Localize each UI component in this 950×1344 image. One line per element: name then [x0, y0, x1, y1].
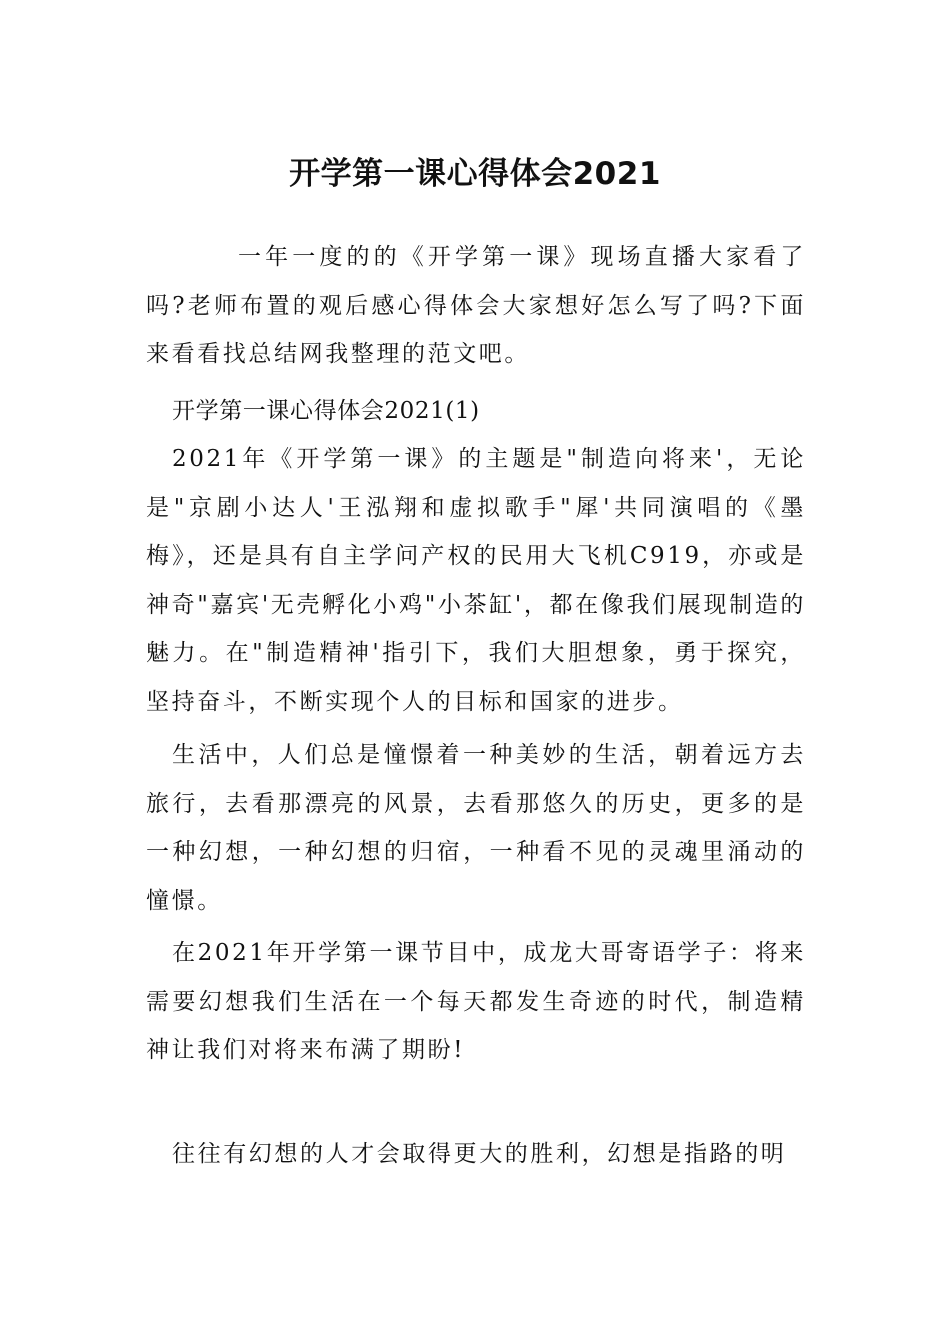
document-title: 开学第一课心得体会2021: [289, 155, 661, 192]
body-paragraph: 2021年《开学第一课》的主题是"制造向将来'，无论是"京剧小达人'王泓翔和虚拟歌手"犀'共同演唱的《墨梅》，还是具有自主学问产权的民用大飞机C919，亦或是神奇"嘉宾'无壳孵化小鸡"小茶缸'，都在像我们展现制造的魅力。在"制造精神'指引下，我们大胆想象，勇于探究，坚持奋斗，不断实现个人的目标和国家的进步。: [146, 446, 806, 715]
body-paragraph: 在2021年开学第一课节目中，成龙大哥寄语学子：将来需要幻想我们生活在一个每天都发生奇迹的时代，制造精神让我们对将来布满了期盼!: [146, 940, 806, 1063]
section-heading: 开学第一课心得体会2021(1): [172, 398, 480, 424]
intro-paragraph: 一年一度的的《开学第一课》现场直播大家看了吗?老师布置的观后感心得体会大家想好怎么写了吗?下面来看看找总结网我整理的范文吧。: [146, 244, 806, 367]
body-paragraph: 往往有幻想的人才会取得更大的胜利，幻想是指路的明: [172, 1141, 787, 1167]
body-paragraph: 生活中，人们总是憧憬着一种美妙的生活，朝着远方去旅行，去看那漂亮的风景，去看那悠久的历史，更多的是一种幻想，一种幻想的归宿，一种看不见的灵魂里涌动的憧憬。: [146, 742, 806, 914]
